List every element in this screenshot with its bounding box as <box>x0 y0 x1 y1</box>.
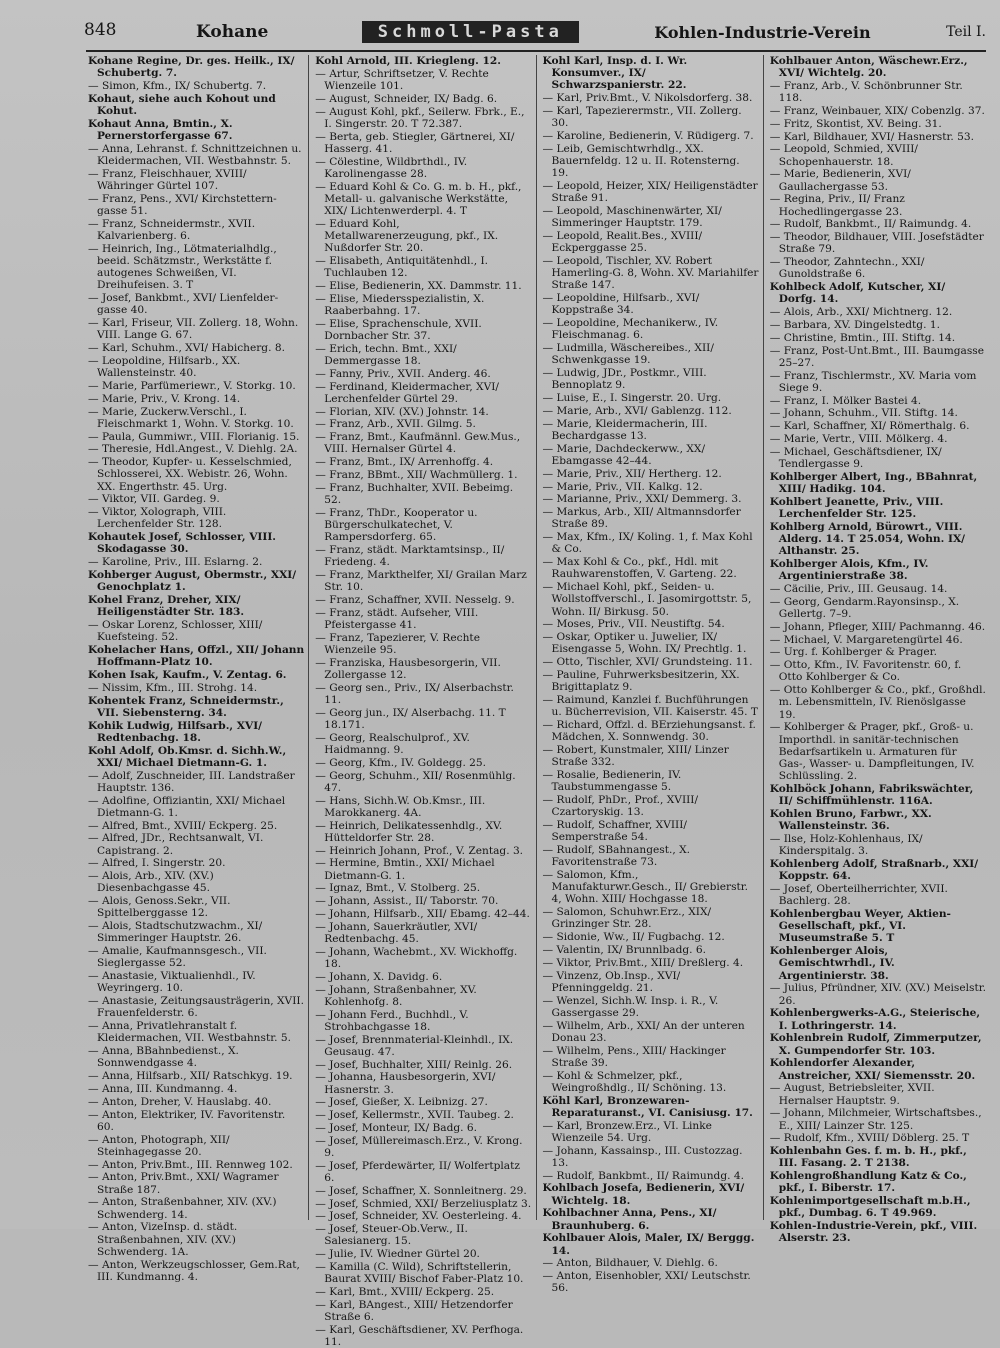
directory-entry: — Anton, Photograph, XII/ Steinhagegasse 20. <box>88 1133 230 1158</box>
directory-entry: — Kohlberger & Prager, pkf., Groß- u. Importhdl. in sanitär-technischen Bedarfsartikeln u. Armaturen für Gas-, Wasser- u. Dampfleitungen, IV. Schlüssling. 2. <box>769 721 975 783</box>
directory-entry: — Anton, VizeInsp. d. städt. Straßenbahnen, XIV. (XV.) Schwenderg. 1A. <box>88 1221 238 1258</box>
directory-entry: — Marie, Priv., VII. Kalkg. 12. <box>542 480 703 493</box>
directory-entry: — Vinzenz, Ob.Insp., XVI/ Pfenninggeldg. 21. <box>542 969 681 994</box>
directory-entry: Kohik Ludwig, Hilfsarb., XVI/ Redtenbachg. 18. <box>88 719 263 744</box>
directory-entry: — Karl, Friseur, VII. Zollerg. 18, Wohn. VIII. Lange G. 67. <box>88 317 299 342</box>
directory-entry: — Franz, städt. Aufseher, VIII. Pfeistergasse 41. <box>315 606 479 631</box>
directory-entry: — Salomon, Kfm., Manufakturwr.Gesch., II/ Grebierstr. 4, Wohn. XIII/ Hochgasse 18. <box>542 868 749 906</box>
directory-entry: — Josef, Schaffner, X. Sonnleitnerg. 29. <box>315 1184 527 1197</box>
directory-entry: — Alfred, Bmt., XVIII/ Eckperg. 25. <box>88 819 278 832</box>
directory-entry: Kohlengroßhandlung Katz & Co., pkf., I. Biberstr. 17. <box>769 1170 967 1195</box>
directory-entry: — Alois, Arb., XXI/ Michtnerg. 12. <box>769 306 953 319</box>
column-2 <box>308 55 535 1348</box>
directory-entry: Kohlen Bruno, Farbwr., XX. Wallensteinstr. 36. <box>769 807 932 833</box>
directory-entry: — Anastasie, Viktualienhdl., IV. Weyringerg. 10. <box>88 970 256 995</box>
directory-entry: Kohelacher Hans, Offzl., XII/ Johann Hoffmann-Platz 10. <box>88 643 305 669</box>
directory-entry: — Karl, Bronzew.Erz., VI. Linke Wienzeile 54. Urg. <box>542 1119 712 1144</box>
directory-entry: — Franz, Fleischhauer, XVIII/ Währinger Gürtel 107. <box>88 167 247 192</box>
directory-entry: — Viktor, Xolograph, VIII. Lerchenfelder Str. 128. <box>88 506 227 531</box>
directory-entry: Kohlenbahn Ges. f. m. b. H., pkf., III. Fasang. 2. T 2138. <box>769 1145 967 1170</box>
directory-entry: — Anna, BBahnbedienst., X. Sonnwendgasse 4. <box>88 1045 239 1070</box>
directory-entry: — Rosalie, Bedienerin, IV. Taubstummengasse 5. <box>542 768 682 794</box>
directory-entry: — Georg sen., Priv., IX/ Alserbachstr. 11. <box>315 681 514 706</box>
directory-entry: — Theresie, Hdl.Angest., V. Diehlg. 2A. <box>88 443 298 456</box>
directory-entry: — Heinrich, Ing., Lötmaterialhdlg., beeid. Schätzmstr., Werkstätte f. autogenes Schweißen, VI. Dreihufeisen. 3. T <box>88 242 277 292</box>
directory-entry: — Alfred, JDr., Rechtsanwalt, VI. Capistrang. 2. <box>88 832 264 857</box>
directory-entry: — Georg, Gendarm.Rayonsinsp., X. Gellertg. 7–9. <box>769 595 960 620</box>
directory-entry: — Adolf, Zuschneider, III. Landstraßer Hauptstr. 136. <box>88 769 295 794</box>
directory-entry: Kohlberger Albert, Ing., BBahnrat, XIII/ Hadikg. 104. <box>769 470 978 495</box>
directory-entry: — Anton, Priv.Bmt., III. Rennweg 102. <box>88 1158 293 1171</box>
directory-entry: — Florian, XIV. (XV.) Johnstr. 14. <box>315 405 489 418</box>
directory-entry: — Franz, Arb., XVII. Gilmg. 5. <box>315 418 476 431</box>
directory-entry: — Leopold, Heizer, XIX/ Heiligenstädter Straße 91. <box>542 180 758 205</box>
directory-entry: — Leopold, Maschinenwärter, XI/ Simmeringer Hauptstr. 179. <box>542 205 722 230</box>
directory-entry: — Michael, Geschäftsdiener, IX/ Tendlergasse 9. <box>769 445 942 470</box>
directory-entry: — Karl, BAngest., XIII/ Hetzendorfer Straße 6. <box>315 1298 513 1323</box>
header-left-word: Kohane <box>196 22 269 42</box>
directory-entry: Kohlenimportgesellschaft m.b.H., pkf., Dumbag. 6. T 49.969. <box>769 1195 971 1220</box>
directory-entry: — Anton, Dreher, V. Hauslabg. 40. <box>88 1095 272 1108</box>
directory-entry: — Ludmilla, Wäschereibes., XII/ Schwenkgasse 19. <box>542 342 714 367</box>
directory-entry: — Anton, Eisenhobler, XXI/ Leutschstr. 56. <box>542 1270 751 1295</box>
directory-entry: — Johann, X. Davidg. 6. <box>315 970 443 983</box>
directory-entry: — Ludwig, JDr., Postkmr., VIII. Bennoplatz 9. <box>542 367 707 392</box>
directory-entry: — Franz, Buchhalter, XVII. Bebeimg. 52. <box>315 481 514 506</box>
directory-entry: — Josef, Pferdewärter, II/ Wolfertplatz 6. <box>315 1159 520 1184</box>
directory-entry: — August, Schneider, IX/ Badg. 6. <box>315 92 498 105</box>
directory-entry: — Kohl & Schmelzer, pkf., Weingroßhdlg., II/ Schöning. 13. <box>542 1069 727 1094</box>
directory-entry: — Karoline, Priv., III. Eslarng. 2. <box>88 556 263 569</box>
directory-entry: — Josef, Oberteilherrichter, XVII. Bachlerg. 28. <box>769 882 948 908</box>
directory-entry: — Regina, Priv., II/ Franz Hochedlingergasse 23. <box>769 193 905 218</box>
directory-entry: — Franz, Schaffner, XVII. Nesselg. 9. <box>315 593 515 606</box>
directory-entry: — Michael Kohl, pkf., Seiden- u. Wollstoffverschl., I. Jasomirgottstr. 5, Wohn. II/ Birkusg. 50. <box>542 581 752 618</box>
directory-entry: — Markus, Arb., XII/ Altmannsdorfer Straße 89. <box>542 506 741 531</box>
directory-entry: Kohlböck Johann, Fabrikswächter, II/ Schiffmühlenstr. 116A. <box>769 782 974 808</box>
directory-entry: — Anastasie, Zeitungsausträgerin, XVII. Frauenfelderstr. 6. <box>88 995 304 1020</box>
directory-entry: — Max, Kfm., IX/ Koling. 1, f. Max Kohl & Co. <box>542 531 753 556</box>
directory-entry: — Franz, ThDr., Kooperator u. Bürgerschulkatechet, V. Rampersdorferg. 65. <box>315 506 478 544</box>
directory-entry: — Pauline, Fuhrwerksbesitzerin, XX. Brigittaplatz 9. <box>542 668 740 694</box>
directory-entry: — Josef, Schmied, XXI/ Berzeliusplatz 3. <box>315 1197 532 1210</box>
directory-entry: — Marie, Arb., XVI/ Gablenzg. 112. <box>542 405 732 417</box>
directory-entry: Kohlenbrein Rudolf, Zimmerputzer, X. Gumpendorfer Str. 103. <box>769 1032 982 1057</box>
directory-entry: — Leopoldine, Hilfsarb., XX. Wallensteinstr. 40. <box>88 355 241 380</box>
directory-entry: Kohaut Anna, Bmtin., X. Pernerstorfergasse 67. <box>88 117 233 142</box>
directory-entry: Kohlberger Alois, Kfm., IV. Argentinierstraße 38. <box>769 557 929 583</box>
directory-entry: Kohl Karl, Insp. d. I. Wr. Konsumver., IX/ Schwarzspanierstr. 22. <box>542 55 688 92</box>
directory-entry: Kohlbert Jeanette, Priv., VIII. Lerchenfelder Str. 125. <box>769 495 944 520</box>
directory-entry: — Marie, Vertr., VIII. Mölkerg. 4. <box>769 432 948 445</box>
directory-entry: Kohberger August, Obermstr., XXI/ Genochplatz 1. <box>88 568 297 594</box>
directory-entry: — Otto, Kfm., IV. Favoritenstr. 60, f. Otto Kohlberger & Co. <box>769 659 962 684</box>
directory-entry: — Marie, Priv., V. Krong. 14. <box>88 392 241 405</box>
directory-entry: — Johanna, Hausbesorgerin, XVI/ Hasnerstr. 3. <box>315 1071 496 1096</box>
directory-entry: — Anton, Priv.Bmt., XXI/ Wagramer Straße 187. <box>88 1171 279 1196</box>
directory-entry: — Nissim, Kfm., III. Strohg. 14. <box>88 681 258 694</box>
directory-entry: — Artur, Schriftsetzer, V. Rechte Wienzeile 101. <box>315 67 489 92</box>
directory-entry: — Anton, Elektriker, IV. Favoritenstr. 60. <box>88 1108 286 1133</box>
directory-entry: — Josef, Gießer, X. Leibnizg. 27. <box>315 1096 488 1109</box>
directory-entry: — Leopold, Realit.Bes., XVIII/ Eckperggasse 25. <box>542 230 703 255</box>
directory-entry: — Anton, Werkzeugschlosser, Gem.Rat, III. Kundmanng. 4. <box>88 1258 300 1283</box>
directory-entry: — Rudolf, SBahnangest., X. Favoritenstraße 73. <box>542 843 690 869</box>
directory-entry: — Wenzel, Sichh.W. Insp. i. R., V. Gassergasse 29. <box>542 994 719 1019</box>
directory-entry: Kohlen-Industrie-Verein, pkf., VIII. Alserstr. 23. <box>769 1220 978 1245</box>
directory-entry: — Amalie, Kaufmannsgesch., VII. Sieglergasse 52. <box>88 945 267 970</box>
directory-entry: Kohlenbergbau Weyer, Aktien-Gesellschaft, pkf., VI. Museumstraße 5. T <box>769 907 951 945</box>
directory-entry: — Wilhelm, Pens., XIII/ Hackinger Straße 39. <box>542 1044 726 1069</box>
header-part: Teil I. <box>946 24 986 40</box>
directory-entry: — Paula, Gummiwr., VIII. Florianig. 15. <box>88 430 300 443</box>
directory-entry: — Rudolf, Bankbmt., II/ Raimundg. 4. <box>542 1169 744 1182</box>
page-number: 848 <box>84 20 117 40</box>
directory-entry: — Leopold, Schmied, XVIII/ Schopenhauerstr. 18. <box>769 143 919 168</box>
directory-entry: — Alois, Stadtschutzwachm., XI/ Simmeringer Hauptstr. 26. <box>88 920 263 945</box>
directory-entry: — Leopold, Tischler, XV. Robert Hamerling-G. 8, Wohn. XV. Mariahilfer Straße 147. <box>542 255 759 292</box>
directory-entry: Kohl Adolf, Ob.Kmsr. d. Sichh.W., XXI/ Michael Dietmann-G. 1. <box>88 744 287 769</box>
directory-entry: Kohlbeck Adolf, Kutscher, XI/ Dorfg. 14. <box>769 281 946 306</box>
directory-entry: — Valentin, IX/ Brunnlbadg. 6. <box>542 943 707 956</box>
directory-entry: — Fritz, Skontist, XV. Being. 31. <box>769 117 942 130</box>
directory-entry: — Alois, Arb., XIV. (XV.) Diesenbachgasse 45. <box>88 870 214 895</box>
directory-entry: — Robert, Kunstmaler, XIII/ Linzer Straße 332. <box>542 743 729 769</box>
directory-entry: Kohlbauer Alois, Maler, IX/ Berggg. 14. <box>542 1232 755 1257</box>
directory-entry: — Marie, Kleidermacherin, III. Bechardgasse 13. <box>542 417 708 442</box>
directory-entry: Kohl Arnold, III. Kriegleng. 12. <box>315 55 501 67</box>
directory-entry: — Karl, Schuhm., XVI/ Habicherg. 8. <box>88 342 285 355</box>
directory-entry: Kohlberg Arnold, Bürowrt., VIII. Alderg. 14. T 25.054, Wohn. IX/ Althanstr. 25. <box>769 520 966 558</box>
directory-entry: Kohlbachner Anna, Pens., XI/ Braunhuberg. 6. <box>542 1207 717 1232</box>
directory-entry: — Urg. f. Kohlberger & Prager. <box>769 646 937 659</box>
column-4 <box>763 55 990 1245</box>
directory-entry: — Johann, Wachebmt., XV. Wickhoffg. 18. <box>315 945 518 970</box>
directory-entry: — Theodor, Zahntechn., XXI/ Gunoldstraße 6. <box>769 256 925 281</box>
directory-entry: — Franz, Tischlermstr., XV. Maria vom Siege 9. <box>769 369 977 394</box>
directory-entry: — Heinrich Johann, Prof., V. Zentag. 3. <box>315 844 524 857</box>
directory-entry: — Cäcilie, Priv., III. Geusaug. 14. <box>769 582 948 595</box>
directory-entry: — Franz, Bmt., IX/ Arrenhoffg. 4. <box>315 456 494 469</box>
directory-entry: — Anna, Privatlehranstalt f. Kleidermachen, VII. Westbahnstr. 5. <box>88 1020 291 1045</box>
directory-entry: — Karl, Bildhauer, XVI/ Hasnerstr. 53. <box>769 130 974 143</box>
directory-entry: — Elisabeth, Antiquitätenhdl., I. Tuchlauben 12. <box>315 255 489 280</box>
directory-entry: — Theodor, Bildhauer, VIII. Josefstädter Straße 79. <box>769 231 984 256</box>
directory-entry: — Adolfine, Offiziantin, XXI/ Michael Dietmann-G. 1. <box>88 794 286 819</box>
directory-entry: — Eduard Kohl & Co. G. m. b. H., pkf., Metall- u. galvanische Werkstätte, XIX/ Lichtenwerderpl. 4. T <box>315 180 522 217</box>
directory-entry: — Franz, Weinbauer, XIX/ Cobenzlg. 37. <box>769 105 985 117</box>
directory-entry: — Anton, Straßenbahner, XIV. (XV.) Schwenderg. 14. <box>88 1196 277 1221</box>
directory-entry: — Franz, städt. Marktamtsinsp., II/ Friedeng. 4. <box>315 543 505 569</box>
directory-entry: — Max Kohl & Co., pkf., Hdl. mit Rauhwarenstoffen, V. Garteng. 22. <box>542 556 737 581</box>
directory-entry: — Marie, Parfümeriewr., V. Storkg. 10. <box>88 380 296 392</box>
column-3 <box>536 55 763 1295</box>
directory-entry: — Ferdinand, Kleidermacher, XVI/ Lerchenfelder Gürtel 29. <box>315 380 500 405</box>
directory-entry: — Ignaz, Bmt., V. Stolberg. 25. <box>315 882 481 895</box>
directory-entry: — Franz, Schneidermstr., XVII. Kalvarienberg. 6. <box>88 217 256 242</box>
directory-entry: — Simon, Kfm., IX/ Schubertg. 7. <box>88 80 267 92</box>
directory-entry: — Johann, Assist., II/ Taborstr. 70. <box>315 895 499 908</box>
directory-entry: — Anna, Lehranst. f. Schnittzeichnen u. Kleidermachen, VII. Westbahnstr. 5. <box>88 142 302 167</box>
directory-entry: — Theodor, Kupfer- u. Kesselschmied, Schlosserei, XX. Webistr. 26, Wohn. XX. Engerthstr. 45. Urg. <box>88 456 292 493</box>
directory-entry: Kohentek Franz, Schneidermstr., VII. Siebensterng. 34. <box>88 694 284 719</box>
directory-entry: Kohlendorfer Alexander, Anstreicher, XXI/ Siemensstr. 20. <box>769 1057 976 1082</box>
directory-entry: — Erich, techn. Bmt., XXI/ Demmergasse 18. <box>315 342 457 367</box>
directory-entry: — Josef, Bankbmt., XVI/ Lienfelder-gasse 40. <box>88 292 279 317</box>
directory-entry: — Julie, IV. Wiedner Gürtel 20. <box>315 1248 480 1261</box>
directory-entry: — Cölestine, Wildbrthdl., IV. Karolinengasse 28. <box>315 155 468 180</box>
directory-entry: — Elise, Miedersspezialistin, X. Raaberbahng. 17. <box>315 292 485 317</box>
directory-entry: — Johann Ferd., Buchhdl., V. Strohbachgasse 18. <box>315 1008 469 1033</box>
directory-entry: — Luise, E., I. Singerstr. 20. Urg. <box>542 392 722 405</box>
directory-entry: — Johann, Milchmeier, Wirtschaftsbes., E., XIII/ Lainzer Str. 125. <box>769 1107 982 1132</box>
directory-entry: — Marie, Bedienerin, XVI/ Gaullachergasse 53. <box>769 168 911 193</box>
directory-entry: Kohlenberg Adolf, Straßnarb., XXI/ Koppstr. 64. <box>769 857 979 883</box>
directory-entry: — Viktor, Priv.Bmt., XIII/ Dreßlerg. 4. <box>542 956 744 969</box>
directory-entry: — Georg jun., IX/ Alserbachg. 11. T 18.171. <box>315 706 506 731</box>
directory-entry: Kohlbauer Anton, Wäschewr.Erz., XVI/ Wichtelg. 20. <box>769 55 968 80</box>
page-header <box>86 14 986 52</box>
directory-entry: — Anna, III. Kundmanng. 4. <box>88 1082 238 1095</box>
directory-entry: — Josef, Monteur, IX/ Badg. 6. <box>315 1121 478 1134</box>
directory-entry: — Anton, Bildhauer, V. Diehlg. 6. <box>542 1257 718 1270</box>
directory-entry: — Johann, Hilfsarb., XII/ Ebamg. 42–44. <box>315 907 530 920</box>
directory-entry: — Berta, geb. Stiegler, Gärtnerei, XI/ Hasserg. 41. <box>315 130 515 155</box>
directory-entry: — Franz, Markthelfer, XI/ Grailan Marz Str. 10. <box>315 568 527 594</box>
directory-entry: — Johann, Pfleger, XIII/ Pachmanng. 46. <box>769 620 986 633</box>
directory-entry: Kohen Isak, Kaufm., V. Zentag. 6. <box>88 668 287 681</box>
directory-entry: — Elise, Sprachenschule, XVII. Dornbacher Str. 37. <box>315 317 482 342</box>
header-banner: Schmoll-Pasta <box>362 21 579 43</box>
directory-entry: — Leopoldine, Hilfsarb., XVI/ Koppstraße 34. <box>542 292 700 317</box>
directory-entry: — Hans, Sichh.W. Ob.Kmsr., III. Marokkanerg. 4A. <box>315 794 486 819</box>
directory-entry: — Marie, Zuckerw.Verschl., I. Fleischmarkt 1, Wohn. V. Storkg. 10. <box>88 405 294 430</box>
directory-entry: — Franz, BBmt., XII/ Wachmüllerg. 1. <box>315 468 518 481</box>
column-1 <box>82 55 308 1283</box>
directory-entry: — Franz, Tapezierer, V. Rechte Wienzeile 95. <box>315 631 480 656</box>
directory-entry: — Sidonie, Ww., II/ Fugbachg. 12. <box>542 931 725 944</box>
directory-entry: — Josef, Brennmaterial-Kleinhdl., IX. Geusaug. 47. <box>315 1033 514 1058</box>
directory-entry: Kohlenbergwerks-A.G., Steierische, I. Lothringerstr. 14. <box>769 1007 981 1032</box>
directory-entry: — Josef, Schneider, XV. Oesterleing. 4. <box>315 1210 522 1223</box>
directory-entry: — Karl, Tapezierermstr., VII. Zollerg. 30. <box>542 105 742 130</box>
directory-entry: — Josef, Buchhalter, XIII/ Reinlg. 26. <box>315 1058 513 1071</box>
header-right-word: Kohlen-Industrie-Verein <box>654 22 871 42</box>
directory-entry: Kohel Franz, Dreher, XIX/ Heiligenstädter Str. 183. <box>88 593 245 619</box>
directory-entry: Kohlenberger Alois, Gemischtwrhdl., IV. Argentinierstr. 38. <box>769 945 895 982</box>
directory-entry: — Kamilla (C. Wild), Schriftstellerin, Baurat XVIII/ Bischof Faber-Platz 10. <box>315 1260 524 1286</box>
directory-entry: — Georg, Realschulprof., XV. Haidmanng. 9. <box>315 731 470 756</box>
directory-entry: Köhl Karl, Bronzewaren-Reparaturanst., VI. Canisiusg. 17. <box>542 1094 753 1119</box>
directory-entry: — Raimund, Kanzlei f. Buchführungen u. Bücherrevision, VII. Kaiserstr. 45. T <box>542 693 758 719</box>
directory-entry: — Oskar, Optiker u. Juwelier, IX/ Eisengasse 5, Wohn. IX/ Prechtlg. 1. <box>542 631 747 656</box>
directory-entry: — Anna, Hilfsarb., XII/ Ratschkyg. 19. <box>88 1070 293 1083</box>
directory-entry: — Christine, Bmtin., III. Stiftg. 14. <box>769 331 956 344</box>
directory-entry: — Elise, Bedienerin, XX. Dammstr. 11. <box>315 280 522 292</box>
directory-entry: — Karl, Bmt., XVIII/ Eckperg. 25. <box>315 1285 495 1298</box>
directory-entry: — Georg, Kfm., IV. Goldegg. 25. <box>315 756 487 769</box>
directory-entry: — Ilse, Holz-Kohlenhaus, IX/ Kinderspitalg. 3. <box>769 832 923 858</box>
directory-entry: Kohaut, siehe auch Kohout und Kohut. <box>88 92 276 117</box>
directory-entry: — Rudolf, PhDr., Prof., XVIII/ Czartoryskig. 13. <box>542 793 699 819</box>
directory-entry: — Karoline, Bedienerin, V. Rüdigerg. 7. <box>542 130 754 142</box>
directory-entry: — Josef, Steuer-Ob.Verw., II. Salesianerg. 15. <box>315 1223 468 1248</box>
directory-entry: — Karl, Priv.Bmt., V. Nikolsdorferg. 38. <box>542 92 753 105</box>
directory-entry: — Rudolf, Schaffner, XVIII/ Semperstraße 54. <box>542 818 687 844</box>
columns-container <box>82 55 990 1348</box>
directory-entry: — Georg, Schuhm., XII/ Rosenmühlg. 47. <box>315 769 516 794</box>
directory-entry: — Franziska, Hausbesorgerin, VII. Zollergasse 12. <box>315 656 501 681</box>
directory-entry: — Hermine, Bmtin., XXI/ Michael Dietmann-G. 1. <box>315 857 495 882</box>
directory-entry: — Alfred, I. Singerstr. 20. <box>88 857 226 870</box>
directory-entry: — Alois, Genoss.Sekr., VII. Spittelberggasse 12. <box>88 895 231 920</box>
directory-entry: — Barbara, XV. Dingelstedtg. 1. <box>769 318 940 331</box>
directory-entry: — Johann, Straßenbahner, XV. Kohlenhofg. 8. <box>315 983 477 1008</box>
directory-entry: — Julius, Pfründner, XIV. (XV.) Meiselstr. 26. <box>769 982 986 1007</box>
directory-entry: — Oskar Lorenz, Schlosser, XIII/ Kuefsteing. 52. <box>88 618 263 644</box>
directory-entry: — Marianne, Priv., XXI/ Demmerg. 3. <box>542 493 742 506</box>
directory-entry: Kohautek Josef, Schlosser, VIII. Skodagasse 30. <box>88 531 276 556</box>
directory-entry: — Otto, Tischler, XVI/ Grundsteing. 11. <box>542 656 753 669</box>
directory-entry: — Marie, Dachdeckerww., XX/ Ebamgasse 42–44. <box>542 442 706 467</box>
directory-entry: — August, Betriebsleiter, XVII. Hernalser Hauptstr. 9. <box>769 1082 935 1107</box>
directory-entry: — Salomon, Schuhwr.Erz., XIX/ Grinzinger Str. 28. <box>542 906 712 931</box>
directory-entry: — Franz, I. Mölker Bastei 4. <box>769 394 922 407</box>
directory-entry: — Karl, Schaffner, XI/ Römerthalg. 6. <box>769 420 970 433</box>
directory-entry: — Heinrich, Delikatessenhdlg., XV. Hütteldorfer Str. 28. <box>315 819 503 844</box>
directory-entry: — Johann, Schuhm., VII. Stiftg. 14. <box>769 407 958 420</box>
directory-entry: Kohane Regine, Dr. ges. Heilk., IX/ Schubertg. 7. <box>88 55 295 80</box>
directory-entry: — Moses, Priv., VII. Neustiftg. 54. <box>542 618 725 631</box>
directory-entry: — Johann, Sauerkräutler, XVI/ Redtenbachg. 45. <box>315 920 478 945</box>
directory-entry: Kohlbach Josefa, Bedienerin, XVI/ Wichtelg. 18. <box>542 1182 745 1207</box>
directory-entry: — Franz, Bmt., Kaufmännl. Gew.Mus., VIII. Hernalser Gürtel 4. <box>315 431 521 456</box>
directory-entry: — Josef, Müllereimasch.Erz., V. Krong. 9. <box>315 1134 523 1159</box>
directory-entry: — Viktor, VII. Gardeg. 9. <box>88 493 220 506</box>
directory-entry: — Leopoldine, Mechanikerw., IV. Fleischmanag. 6. <box>542 317 719 342</box>
directory-entry: — August Kohl, pkf., Seilerw. Fbrk., E., I. Singerstr. 20. T 72.387. <box>315 105 525 130</box>
directory-entry: — Marie, Priv., XII/ Hertherg. 12. <box>542 467 722 480</box>
directory-entry: — Franz, Arb., V. Schönbrunner Str. 118. <box>769 80 963 105</box>
directory-entry: — Johann, Kassainsp., III. Custozzag. 13. <box>542 1144 743 1169</box>
directory-entry: — Richard, Offzl. d. BErziehungsanst. f. Mädchen, X. Sonnwendg. 30. <box>542 718 756 744</box>
directory-entry: — Michael, V. Margaretengürtel 46. <box>769 633 963 646</box>
directory-entry: — Franz, Post-Unt.Bmt., III. Baumgasse 25–27. <box>769 344 984 369</box>
directory-entry: — Eduard Kohl, Metallwarenerzeugung, pkf., IX. Nußdorfer Str. 20. <box>315 217 499 255</box>
directory-entry: — Franz, Pens., XVI/ Kirchstettern-gasse 51. <box>88 192 277 217</box>
directory-entry: — Rudolf, Bankbmt., II/ Raimundg. 4. <box>769 218 972 231</box>
directory-entry: — Fanny, Priv., XVII. Anderg. 46. <box>315 367 491 380</box>
directory-entry: — Karl, Geschäftsdiener, XV. Perfhoga. 11. <box>315 1323 524 1348</box>
directory-entry: — Josef, Kellermstr., XVII. Taubeg. 2. <box>315 1109 514 1122</box>
directory-entry: — Otto Kohlberger & Co., pkf., Großhdl. m. Lebensmitteln, IV. Rienöslgasse 19. <box>769 684 986 721</box>
directory-entry: — Wilhelm, Arb., XXI/ An der unteren Donau 23. <box>542 1019 745 1044</box>
directory-entry: — Rudolf, Kfm., XVIII/ Döblerg. 25. T <box>769 1132 970 1145</box>
directory-entry: — Leib, Gemischtwrhdlg., XX. Bauernfeldg. 12 u. II. Rotensterng. 19. <box>542 142 740 180</box>
